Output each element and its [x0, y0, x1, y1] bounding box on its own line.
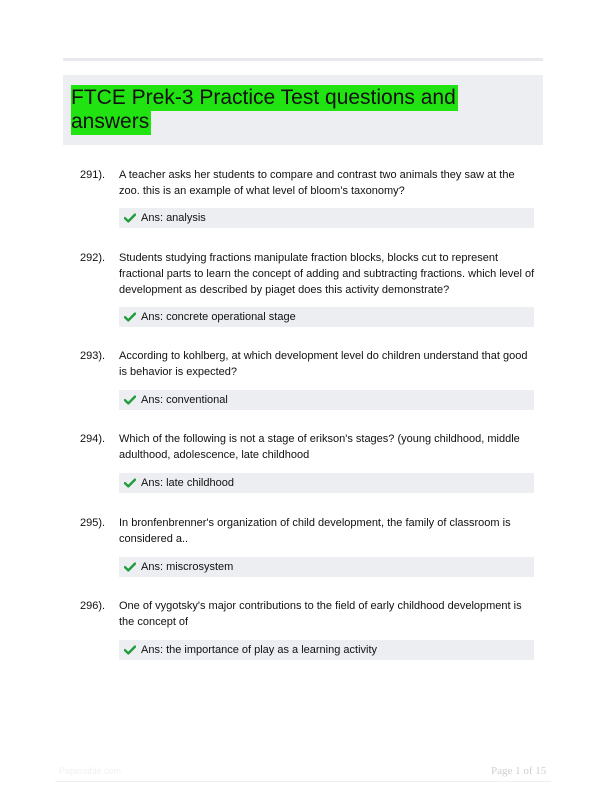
question-number: 291).	[80, 169, 106, 181]
footer-divider	[55, 781, 551, 782]
question-text: In bronfenbrenner's organization of child development, the family of classroom is considered a..	[119, 517, 511, 545]
question-number: 294).	[80, 433, 106, 445]
question-text: According to kohlberg, at which development level do children understand that good is behavior is expected?	[119, 350, 528, 378]
checkmark-icon	[124, 312, 136, 322]
answer-box	[119, 390, 534, 410]
page-title-highlight: FTCE Prek-3 Practice Test questions and answers	[71, 86, 456, 133]
page-number: Page 1 of 15	[491, 765, 547, 777]
checkmark-icon	[124, 562, 136, 572]
answer-box	[119, 473, 534, 493]
question-text: Students studying fractions manipulate fraction blocks, blocks cut to represent fractional parts to learn the concept of adding and subtracting fractions. which level of development as described by piaget does this activity demonstrate?	[119, 252, 535, 296]
answer-text: Ans: miscrosystem	[141, 561, 234, 573]
page-title	[71, 86, 471, 134]
question-number: 295).	[80, 517, 106, 529]
checkmark-icon	[124, 213, 136, 223]
answer-box	[119, 307, 534, 327]
top-divider	[63, 58, 543, 61]
answer-box	[119, 557, 534, 577]
footer-site-watermark: Papersible.com	[59, 766, 122, 776]
answer-box	[119, 208, 534, 228]
answer-text: Ans: conventional	[141, 394, 228, 406]
answer-text: Ans: concrete operational stage	[141, 311, 296, 323]
checkmark-icon	[124, 395, 136, 405]
question-number: 292).	[80, 252, 106, 264]
question-text: One of vygotsky's major contributions to the field of early childhood development is the concept of	[119, 600, 522, 628]
checkmark-icon	[124, 645, 136, 655]
question-text: A teacher asks her students to compare and contrast two animals they saw at the zoo. this is an example of what level of bloom's taxonomy?	[119, 169, 515, 197]
answer-text: Ans: late childhood	[141, 477, 234, 489]
answer-text: Ans: the importance of play as a learning activity	[141, 644, 378, 656]
answer-text: Ans: analysis	[141, 212, 206, 224]
answer-box	[119, 640, 534, 660]
question-number: 296).	[80, 600, 106, 612]
question-text: Which of the following is not a stage of erikson's stages? (young childhood, middle adulthood, adolescence, late childhood	[119, 433, 520, 461]
checkmark-icon	[124, 478, 136, 488]
question-number: 293).	[80, 350, 106, 362]
